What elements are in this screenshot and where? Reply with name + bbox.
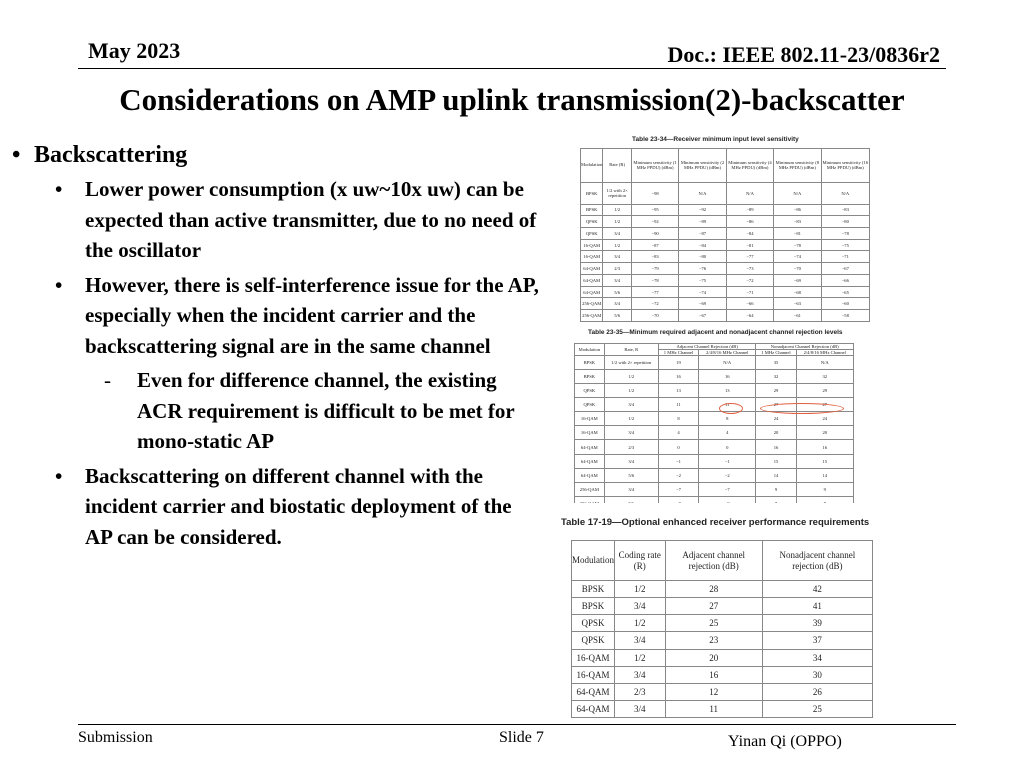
table-cell: 3/4 bbox=[604, 426, 658, 440]
table-cell: −1 bbox=[699, 454, 756, 468]
table-row bbox=[575, 482, 854, 496]
table-cell: BPSK bbox=[572, 581, 615, 598]
table-cell: 41 bbox=[762, 598, 872, 615]
table2-crop-edge bbox=[574, 503, 856, 513]
table-cell: 3/4 bbox=[604, 482, 658, 496]
table-cell: −66 bbox=[821, 274, 869, 286]
table-cell: 11 bbox=[665, 700, 762, 717]
table-cell: 11 bbox=[699, 398, 756, 412]
table-cell: 1/2 bbox=[603, 216, 631, 228]
table-cell: 2/3 bbox=[604, 440, 658, 454]
table-cell: 1/2 with 2× repetition bbox=[603, 183, 631, 205]
table-cell: −72 bbox=[726, 274, 773, 286]
bullet-text: However, there is self-interference issue for the AP, especially when the incident carrier and the backscattering signal are in the same channel bbox=[85, 272, 539, 358]
footer-slide-number: Slide 7 bbox=[499, 729, 544, 746]
table-row bbox=[581, 263, 870, 275]
table2-header-cell: Rate, R bbox=[604, 344, 658, 356]
table-cell: 64-QAM bbox=[581, 263, 603, 275]
enhanced-receiver-table bbox=[571, 540, 873, 718]
table-cell: −7 bbox=[699, 482, 756, 496]
table-row bbox=[575, 384, 854, 398]
table-cell: 27 bbox=[796, 398, 853, 412]
table-row bbox=[581, 251, 870, 263]
table-row bbox=[572, 581, 873, 598]
table-cell: −2 bbox=[699, 468, 756, 482]
table3-header-cell: Modulation bbox=[572, 541, 615, 581]
table-cell: 16-QAM bbox=[572, 666, 615, 683]
table-cell: −63 bbox=[774, 298, 821, 310]
table-cell: −87 bbox=[679, 228, 726, 240]
table-cell: 1/2 bbox=[615, 581, 666, 598]
table-cell: −83 bbox=[774, 216, 821, 228]
table-cell: 20 bbox=[756, 426, 796, 440]
table-cell: 16-QAM bbox=[575, 412, 605, 426]
highlight-circle bbox=[760, 403, 844, 414]
table-row bbox=[575, 468, 854, 482]
sub-bullet-interference bbox=[12, 270, 540, 362]
table-cell: QPSK bbox=[575, 384, 605, 398]
table-cell: −89 bbox=[679, 216, 726, 228]
table-row bbox=[581, 298, 870, 310]
table-cell: −83 bbox=[631, 251, 678, 263]
table-cell: 9 bbox=[796, 482, 853, 496]
table-cell: −90 bbox=[631, 228, 678, 240]
table-cell: 0 bbox=[658, 440, 698, 454]
table2-header-cell: 1 MHz Channel bbox=[658, 350, 698, 356]
table-cell: 16-QAM bbox=[572, 649, 615, 666]
table-row bbox=[575, 426, 854, 440]
table-cell: −75 bbox=[821, 239, 869, 251]
table1-header-cell: Minimum sensitivity (4 MHz PPDU) (dBm) bbox=[726, 149, 773, 183]
table-cell: BPSK bbox=[581, 204, 603, 216]
table-cell: −67 bbox=[821, 263, 869, 275]
table-row bbox=[575, 356, 854, 370]
slide-title: Considerations on AMP uplink transmission(2)-backscatter bbox=[119, 82, 905, 117]
table-cell: 27 bbox=[756, 398, 796, 412]
table-cell: 15 bbox=[796, 454, 853, 468]
table-cell: −71 bbox=[726, 286, 773, 298]
table2-header-cell: 1 MHz Channel bbox=[756, 350, 796, 356]
table-row bbox=[575, 440, 854, 454]
footer-submission: Submission bbox=[78, 729, 153, 746]
table-row bbox=[572, 700, 873, 717]
table2-caption: Table 23-35—Minimum required adjacent and nonadjacent channel rejection levels bbox=[588, 329, 843, 336]
table-cell: N/A bbox=[796, 356, 853, 370]
table-cell: 24 bbox=[756, 412, 796, 426]
table-cell: 35 bbox=[756, 356, 796, 370]
table-cell: 37 bbox=[762, 632, 872, 649]
table-cell: −69 bbox=[774, 274, 821, 286]
table-cell: 256-QAM bbox=[581, 298, 603, 310]
table-cell: 32 bbox=[796, 370, 853, 384]
table-cell: 14 bbox=[756, 468, 796, 482]
table-cell: −67 bbox=[679, 310, 726, 322]
table-cell: 4 bbox=[658, 426, 698, 440]
table-cell: 64-QAM bbox=[575, 468, 605, 482]
table-cell: −66 bbox=[726, 298, 773, 310]
table-cell: −81 bbox=[774, 228, 821, 240]
table-cell: 1/2 bbox=[615, 649, 666, 666]
footer-divider bbox=[78, 724, 956, 725]
table-cell: −84 bbox=[679, 239, 726, 251]
table-cell: −87 bbox=[631, 239, 678, 251]
bullet-text: Lower power consumption (x uw~10x uw) can be expected than active transmitter, due to no need of the oscillator bbox=[85, 177, 537, 262]
table3-caption: Table 17-19—Optional enhanced receiver performance requirements bbox=[561, 517, 870, 528]
table-cell: −95 bbox=[631, 204, 678, 216]
table-cell: −74 bbox=[679, 286, 726, 298]
table-cell: 64-QAM bbox=[572, 700, 615, 717]
table-cell: 29 bbox=[796, 384, 853, 398]
table-cell: −86 bbox=[774, 204, 821, 216]
table-cell: 39 bbox=[762, 615, 872, 632]
table-cell: −58 bbox=[821, 310, 869, 322]
table1-header-cell: Minimum sensitivity (2 MHz PPDU) (dBm) bbox=[679, 149, 726, 183]
table3-header-cell: Nonadjacent channel rejection (dB) bbox=[762, 541, 872, 581]
table-cell: 3/4 bbox=[604, 398, 658, 412]
table-cell: 11 bbox=[658, 398, 698, 412]
bullet-backscattering bbox=[12, 140, 540, 170]
table-cell: 13 bbox=[699, 384, 756, 398]
table-cell: 256-QAM bbox=[581, 310, 603, 322]
table-cell: −92 bbox=[631, 216, 678, 228]
table-row bbox=[575, 370, 854, 384]
bullet-dot: • bbox=[55, 177, 63, 201]
table-cell: 30 bbox=[762, 666, 872, 683]
table-cell: 25 bbox=[665, 615, 762, 632]
table-cell: −68 bbox=[774, 286, 821, 298]
table-cell: 3/4 bbox=[603, 274, 631, 286]
table-row bbox=[575, 412, 854, 426]
table-cell: 15 bbox=[756, 454, 796, 468]
table1-header-cell: Minimum sensitivity (16 MHz PPDU) (dBm) bbox=[821, 149, 869, 183]
table-cell: 26 bbox=[762, 683, 872, 700]
table-cell: QPSK bbox=[572, 615, 615, 632]
table-cell: −89 bbox=[726, 204, 773, 216]
table-cell: 19 bbox=[658, 356, 698, 370]
table-cell: −61 bbox=[774, 310, 821, 322]
table-cell: 5/6 bbox=[603, 310, 631, 322]
table-cell: 12 bbox=[665, 683, 762, 700]
table2-header-cell: 2/4/8/16 MHz Channel bbox=[699, 350, 756, 356]
sub-bullet-power bbox=[12, 174, 540, 266]
bullet-text: Backscattering on different channel with the incident carrier and biostatic deployment of the AP can be considered. bbox=[85, 463, 512, 549]
table-cell: 42 bbox=[762, 581, 872, 598]
table-row bbox=[581, 310, 870, 322]
table-cell: 16 bbox=[665, 666, 762, 683]
table-cell: −74 bbox=[774, 251, 821, 263]
table-cell: 16 bbox=[699, 370, 756, 384]
table-cell: −77 bbox=[631, 286, 678, 298]
table-cell: N/A bbox=[679, 183, 726, 205]
table-row bbox=[575, 454, 854, 468]
table-cell: 1/2 with 2× repetition bbox=[604, 356, 658, 370]
table1-header-cell: Minimum sensitivity (1 MHz PPDU) (dBm) bbox=[631, 149, 678, 183]
header-divider bbox=[78, 68, 946, 69]
table2-group-header: Nonadjacent Channel Rejection (dB) bbox=[756, 344, 854, 350]
table-cell: −80 bbox=[821, 216, 869, 228]
table-row bbox=[581, 286, 870, 298]
dash-mark: - bbox=[104, 368, 111, 392]
table-cell: 64-QAM bbox=[581, 286, 603, 298]
table-cell: 3/4 bbox=[603, 251, 631, 263]
channel-rejection-table bbox=[574, 343, 854, 511]
table-cell: −1 bbox=[658, 454, 698, 468]
table-cell: −60 bbox=[821, 298, 869, 310]
table-cell: 1/2 bbox=[603, 239, 631, 251]
table-cell: −73 bbox=[726, 263, 773, 275]
table-cell: BPSK bbox=[575, 356, 605, 370]
table-cell: −76 bbox=[679, 263, 726, 275]
table-cell: −70 bbox=[631, 310, 678, 322]
table-cell: 16-QAM bbox=[581, 251, 603, 263]
table-cell: N/A bbox=[726, 183, 773, 205]
table-cell: −92 bbox=[679, 204, 726, 216]
table-row bbox=[572, 632, 873, 649]
table-cell: 0 bbox=[699, 440, 756, 454]
table-cell: −86 bbox=[726, 216, 773, 228]
table-row bbox=[581, 183, 870, 205]
table-cell: BPSK bbox=[581, 183, 603, 205]
table-cell: −78 bbox=[774, 239, 821, 251]
table-cell: −78 bbox=[631, 274, 678, 286]
table-cell: 13 bbox=[658, 384, 698, 398]
table-cell: −65 bbox=[821, 286, 869, 298]
table-cell: 16 bbox=[796, 440, 853, 454]
header-doc-id: Doc.: IEEE 802.11-23/0836r2 bbox=[667, 42, 940, 67]
table-cell: −78 bbox=[821, 228, 869, 240]
table-cell: −64 bbox=[726, 310, 773, 322]
table-cell: 32 bbox=[756, 370, 796, 384]
highlight-circle bbox=[719, 403, 743, 414]
table-cell: −81 bbox=[726, 239, 773, 251]
table-row bbox=[581, 216, 870, 228]
table-cell: 3/4 bbox=[615, 700, 666, 717]
table-row bbox=[572, 683, 873, 700]
table-cell: BPSK bbox=[575, 370, 605, 384]
table-cell: 27 bbox=[665, 598, 762, 615]
slide-body bbox=[12, 136, 540, 552]
table-cell: 3/4 bbox=[615, 632, 666, 649]
table-cell: 1/2 bbox=[604, 412, 658, 426]
table-cell: −69 bbox=[679, 298, 726, 310]
table-cell: 1/2 bbox=[604, 384, 658, 398]
table1-header-cell: Rate (R) bbox=[603, 149, 631, 183]
table3-header-cell: Coding rate (R) bbox=[615, 541, 666, 581]
table-cell: −80 bbox=[679, 251, 726, 263]
table-cell: 64-QAM bbox=[572, 683, 615, 700]
table-cell: 3/4 bbox=[603, 228, 631, 240]
table-cell: 16-QAM bbox=[575, 426, 605, 440]
sub-bullet-different-channel bbox=[12, 461, 540, 553]
sub-sub-bullet-acr bbox=[12, 365, 540, 457]
table-cell: −84 bbox=[726, 228, 773, 240]
table-cell: 4 bbox=[699, 426, 756, 440]
table-cell: 16 bbox=[756, 440, 796, 454]
table-cell: 5/6 bbox=[603, 286, 631, 298]
table-cell: 14 bbox=[796, 468, 853, 482]
table-cell: −70 bbox=[774, 263, 821, 275]
table-cell: 3/4 bbox=[615, 666, 666, 683]
table-cell: 3/4 bbox=[615, 598, 666, 615]
header-date: May 2023 bbox=[88, 38, 181, 63]
table-cell: 20 bbox=[796, 426, 853, 440]
table-cell: 1/2 bbox=[615, 615, 666, 632]
table-row bbox=[572, 649, 873, 666]
table-cell: 34 bbox=[762, 649, 872, 666]
table-cell: −7 bbox=[658, 482, 698, 496]
table-row bbox=[581, 228, 870, 240]
table-cell: 64-QAM bbox=[581, 274, 603, 286]
table1-header-cell: Minimum sensitivity (8 MHz PPDU) (dBm) bbox=[774, 149, 821, 183]
table2-header-cell: Modulation bbox=[575, 344, 605, 356]
table-cell: −98 bbox=[631, 183, 678, 205]
table-cell: N/A bbox=[699, 356, 756, 370]
table-cell: 256-QAM bbox=[575, 482, 605, 496]
table-cell: −77 bbox=[726, 251, 773, 263]
table3-header-cell: Adjacent channel rejection (dB) bbox=[665, 541, 762, 581]
table-cell: 5/6 bbox=[604, 468, 658, 482]
table-cell: QPSK bbox=[581, 216, 603, 228]
table-row bbox=[581, 204, 870, 216]
table-cell: −83 bbox=[821, 204, 869, 216]
table-row bbox=[572, 615, 873, 632]
table-cell: 23 bbox=[665, 632, 762, 649]
table-cell: 8 bbox=[699, 412, 756, 426]
bullet-text: Backscattering bbox=[34, 142, 188, 168]
table-cell: 25 bbox=[762, 700, 872, 717]
table-cell: 1/2 bbox=[604, 370, 658, 384]
table-cell: 3/4 bbox=[603, 298, 631, 310]
table-cell: 24 bbox=[796, 412, 853, 426]
table-cell: 64-QAM bbox=[575, 440, 605, 454]
sensitivity-table bbox=[580, 148, 870, 322]
table-cell: N/A bbox=[774, 183, 821, 205]
table2-header-cell: 2/4/8/16 MHz Channel bbox=[796, 350, 853, 356]
table-cell: 2/3 bbox=[603, 263, 631, 275]
table-cell: 28 bbox=[665, 581, 762, 598]
table-cell: −2 bbox=[658, 468, 698, 482]
table2-group-header: Adjacent Channel Rejection (dB) bbox=[658, 344, 756, 350]
table-cell: −71 bbox=[821, 251, 869, 263]
table-cell: N/A bbox=[821, 183, 869, 205]
footer-author: Yinan Qi (OPPO) bbox=[728, 733, 842, 750]
table-row bbox=[581, 274, 870, 286]
bullet-text: Even for difference channel, the existing ACR requirement is difficult to be met for mono-static AP bbox=[137, 368, 515, 453]
table-cell: 3/4 bbox=[604, 454, 658, 468]
table-row bbox=[572, 666, 873, 683]
table-cell: −72 bbox=[631, 298, 678, 310]
table-cell: 64-QAM bbox=[575, 454, 605, 468]
table-cell: 29 bbox=[756, 384, 796, 398]
table-cell: QPSK bbox=[581, 228, 603, 240]
table-cell: −75 bbox=[679, 274, 726, 286]
table-cell: 1/2 bbox=[603, 204, 631, 216]
bullet-dot: • bbox=[12, 142, 21, 168]
table-cell: −79 bbox=[631, 263, 678, 275]
table-cell: QPSK bbox=[572, 632, 615, 649]
table-cell: 8 bbox=[658, 412, 698, 426]
table-cell: 9 bbox=[756, 482, 796, 496]
table-cell: 16-QAM bbox=[581, 239, 603, 251]
table-cell: 20 bbox=[665, 649, 762, 666]
table-cell: QPSK bbox=[575, 398, 605, 412]
table-cell: 16 bbox=[658, 370, 698, 384]
table-cell: BPSK bbox=[572, 598, 615, 615]
bullet-dot: • bbox=[55, 272, 63, 297]
table1-header-cell: Modulation bbox=[581, 149, 603, 183]
table-row bbox=[581, 239, 870, 251]
table-row bbox=[572, 598, 873, 615]
bullet-dot: • bbox=[55, 463, 63, 488]
table1-caption: Table 23-34—Receiver minimum input level sensitivity bbox=[632, 136, 799, 143]
table-cell: 2/3 bbox=[615, 683, 666, 700]
